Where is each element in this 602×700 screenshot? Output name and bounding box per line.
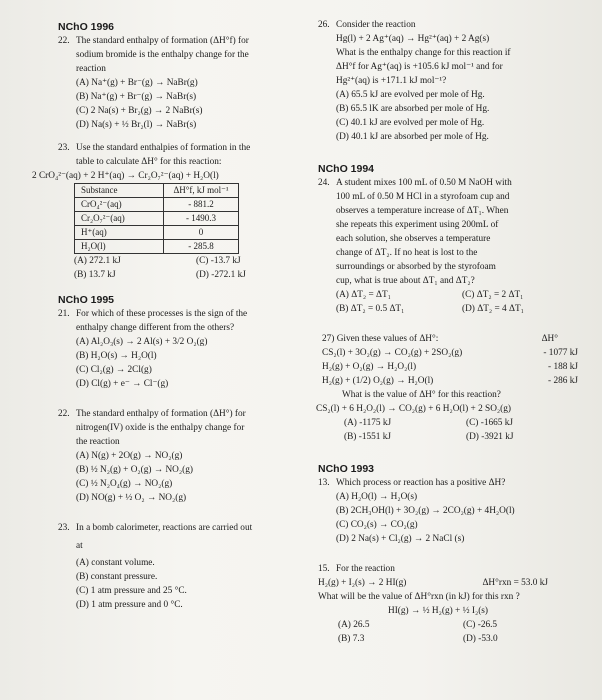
question-text: the reaction xyxy=(76,437,120,447)
question-text: at xyxy=(76,541,83,551)
answer-option: (D) -53.0 xyxy=(463,634,498,644)
table-cell: - 1490.3 xyxy=(164,212,239,226)
right-column xyxy=(318,18,588,646)
table-header-cell: ΔH°f, kJ mol⁻¹ xyxy=(164,184,239,198)
question-text: A student mixes 100 mL of 0.50 M NaOH with xyxy=(336,178,512,188)
answer-option: (B) H₂O(s) → H₂O(l) xyxy=(76,351,157,361)
question-text: For which of these processes is the sign of the xyxy=(76,309,248,319)
answer-option: (B) -1551 kJ xyxy=(344,432,391,442)
equation-row xyxy=(322,360,588,374)
question-number: 22. xyxy=(58,36,70,46)
question-text: What is the value of ΔH° for this reaction? xyxy=(342,390,501,400)
enthalpy-table xyxy=(74,183,239,254)
target-reaction: HI(g) → ½ H₂(g) + ½ I₂(s) xyxy=(388,606,489,616)
question-text: 100 mL of 0.50 M HCl in a styrofoam cup and xyxy=(336,192,510,202)
section-heading-1996: NChO 1996 xyxy=(58,21,115,33)
question-text: table to calculate ΔH° for this reaction: xyxy=(76,157,222,167)
table-header-cell: Substance xyxy=(75,184,164,198)
enthalpy-value: - 1077 kJ xyxy=(543,348,578,358)
answer-option: (C) ΔT₂ = 2 ΔT₁ xyxy=(462,290,524,300)
answer-option: (D) ΔT₂ = 4 ΔT₁ xyxy=(462,304,524,314)
question-21-1995 xyxy=(58,307,318,391)
question-text: reaction xyxy=(76,64,106,74)
enthalpy-value: - 188 kJ xyxy=(548,362,578,372)
question-text: The standard enthalpy of formation (ΔH°) for xyxy=(76,409,246,419)
answer-option: (A) ΔT₂ = ΔT₁ xyxy=(336,290,391,300)
question-text: each solution, she observes a temperature xyxy=(336,234,491,244)
answer-option: (B) constant pressure. xyxy=(76,572,158,582)
question-text: sodium bromide is the enthalpy change for the xyxy=(76,50,249,60)
question-13 xyxy=(318,476,588,546)
answer-option: (C) 40.1 kJ are evolved per mole of Hg. xyxy=(336,118,485,128)
answer-option: (D) Na(s) + ½ Br₂(l) → NaBr(s) xyxy=(76,120,197,130)
question-23-1995 xyxy=(58,521,318,612)
answer-option: (A) constant volume. xyxy=(76,558,155,568)
answer-option: (A) N(g) + 2O(g) → NO₂(g) xyxy=(76,451,183,461)
equation: H₂(g) + O₂(g) → H₂O₂(l) xyxy=(322,362,417,372)
answer-option: (A) 65.5 kJ are evolved per mole of Hg. xyxy=(336,90,485,100)
question-text: 27) Given these values of ΔH°: xyxy=(322,334,439,344)
answer-option: (D) -3921 kJ xyxy=(466,432,514,442)
question-number: 15. xyxy=(318,564,330,574)
question-number: 21. xyxy=(58,309,70,319)
answer-option: (A) -1175 kJ xyxy=(344,418,392,428)
question-text: What is the enthalpy change for this reaction if xyxy=(336,48,511,58)
question-24 xyxy=(318,176,588,316)
answer-option: (C) ½ N₂O₄(g) → NO₂(g) xyxy=(76,479,173,489)
section-heading-1994: NChO 1994 xyxy=(318,163,375,175)
question-22-1995 xyxy=(58,407,318,505)
answer-option: (C) CO₂(s) → CO₂(g) xyxy=(336,520,418,530)
question-15 xyxy=(318,562,588,576)
answer-options-grid xyxy=(336,288,588,316)
answer-option: (D) 1 atm pressure and 0 °C. xyxy=(76,600,183,610)
question-text: Hg²⁺(aq) is +171.1 kJ mol⁻¹? xyxy=(336,76,447,86)
section-heading-1993: NChO 1993 xyxy=(318,463,375,475)
reaction-equation: H₂(g) + I₂(s) → 2 HI(g) xyxy=(318,578,407,588)
table-cell: - 881.2 xyxy=(164,198,239,212)
equation: CS₂(l) + 3O₂(g) → CO₂(g) + 2SO₂(g) xyxy=(322,348,463,358)
answer-option: (C) -13.7 kJ xyxy=(196,256,241,266)
answer-option: (A) Al₂O₃(s) → 2 Al(s) + 3/2 O₂(g) xyxy=(76,337,208,347)
table-row xyxy=(75,226,239,240)
answer-option: (D) 40.1 kJ are absorbed per mole of Hg. xyxy=(336,132,489,142)
question-number: 26. xyxy=(318,20,330,30)
table-cell: - 285.8 xyxy=(164,240,239,254)
table-row xyxy=(75,212,239,226)
table-cell: H₂O(l) xyxy=(75,240,164,254)
question-number: 22. xyxy=(58,409,70,419)
question-text: ΔH°f for Ag⁺(aq) is +105.6 kJ mol⁻¹ and for xyxy=(336,62,503,72)
answer-option: (D) 2 Na(s) + Cl₂(g) → 2 NaCl (s) xyxy=(336,534,465,544)
answer-options-grid xyxy=(318,618,588,646)
answer-option: (A) H₂O(l) → H₂O(s) xyxy=(336,492,418,502)
answer-option: (B) ½ N₂(g) + O₂(g) → NO₂(g) xyxy=(76,465,193,475)
answer-option: (A) 272.1 kJ xyxy=(74,256,121,266)
enthalpy-value: - 286 kJ xyxy=(548,376,578,386)
equation: H₂(g) + (1/2) O₂(g) → H₂O(l) xyxy=(322,376,434,386)
table-cell: CrO₄²⁻(aq) xyxy=(75,198,164,212)
question-23-1996 xyxy=(58,141,318,169)
question-text: For the reaction xyxy=(336,564,395,574)
answer-option: (D) Cl(g) + e⁻ → Cl⁻(g) xyxy=(76,379,169,389)
question-text: Which process or reaction has a positive ΔH? xyxy=(336,478,506,488)
question-number: 23. xyxy=(58,143,70,153)
answer-option: (B) Na⁺(g) + Br⁻(g) → NaBr(s) xyxy=(76,92,197,102)
target-reaction: CS₂(l) + 6 H₂O₂(l) → CO₂(g) + 6 H₂O(l) + 2 SO₂(g) xyxy=(316,404,512,414)
table-cell: H⁺(aq) xyxy=(75,226,164,240)
question-27-intro xyxy=(322,332,588,346)
reaction-row xyxy=(318,576,588,590)
section-heading-1995: NChO 1995 xyxy=(58,294,115,306)
column-heading: ΔH° xyxy=(541,334,558,344)
table-header-row xyxy=(75,184,239,198)
answer-option: (C) 2 Na(s) + Br₂(g) → 2 NaBr(s) xyxy=(76,106,203,116)
question-number: 24. xyxy=(318,178,330,188)
question-text: What will be the value of ΔH°rxn (in kJ) for this rxn ? xyxy=(318,592,520,602)
equation-row xyxy=(322,374,588,388)
question-26 xyxy=(318,18,588,144)
answer-option: (D) -272.1 kJ xyxy=(196,270,246,280)
answer-option: (B) 13.7 kJ xyxy=(74,270,116,280)
answer-option: (D) NO(g) + ½ O₂ → NO₂(g) xyxy=(76,493,187,503)
table-cell: 0 xyxy=(164,226,239,240)
question-text: Consider the reaction xyxy=(336,20,416,30)
answer-option: (C) 1 atm pressure and 25 °C. xyxy=(76,586,187,596)
answer-option: (B) 65.5 lK are absorbed per mole of Hg. xyxy=(336,104,490,114)
question-text: enthalpy change different from the others? xyxy=(76,323,235,333)
reaction-equation: 2 CrO₄²⁻(aq) + 2 H⁺(aq) → Cr₂O₇²⁻(aq) + H₂O(l) xyxy=(32,171,219,181)
question-text: Hg(l) + 2 Ag⁺(aq) → Hg²⁺(aq) + 2 Ag(s) xyxy=(336,34,490,44)
question-text: nitrogen(IV) oxide is the enthalpy change for xyxy=(76,423,245,433)
answer-option: (C) -26.5 xyxy=(463,620,498,630)
question-number: 23. xyxy=(58,523,70,533)
question-text: change of ΔT₂. If no heat is lost to the xyxy=(336,248,478,258)
left-column xyxy=(32,18,318,612)
table-row xyxy=(75,198,239,212)
question-27 xyxy=(318,332,588,444)
answer-option: (B) 7.3 xyxy=(338,634,365,644)
question-text: Use the standard enthalpies of formation in the xyxy=(76,143,251,153)
table-row xyxy=(75,240,239,254)
question-text: cup, what is true about ΔT₁ and ΔT₂? xyxy=(336,276,475,286)
answer-options-grid xyxy=(322,416,588,444)
answer-option: (B) 2CH₃OH(l) + 3O₂(g) → 2CO₂(g) + 4H₂O(l) xyxy=(336,506,515,516)
question-text: surroundings or absorbed by the styrofoam xyxy=(336,262,496,272)
enthalpy-value: ΔH°rxn = 53.0 kJ xyxy=(482,578,548,588)
answer-option: (A) 26.5 xyxy=(338,620,370,630)
question-text: observes a temperature increase of ΔT₁. When xyxy=(336,206,509,216)
answer-options-grid xyxy=(58,254,318,282)
question-22-1996 xyxy=(58,34,318,132)
question-number: 13. xyxy=(318,478,330,488)
question-text: The standard enthalpy of formation (ΔH°f) for xyxy=(76,36,249,46)
answer-option: (A) Na⁺(g) + Br⁻(g) → NaBr(g) xyxy=(76,78,198,88)
question-text: In a bomb calorimeter, reactions are carried out xyxy=(76,523,253,533)
answer-option: (B) ΔT₂ = 0.5 ΔT₁ xyxy=(336,304,405,314)
answer-option: (C) -1665 kJ xyxy=(466,418,513,428)
equation-row xyxy=(322,346,588,360)
table-cell: Cr₂O₇²⁻(aq) xyxy=(75,212,164,226)
question-text: she repeats this experiment using 200mL of xyxy=(336,220,499,230)
answer-option: (C) Cl₂(g) → 2Cl(g) xyxy=(76,365,152,375)
